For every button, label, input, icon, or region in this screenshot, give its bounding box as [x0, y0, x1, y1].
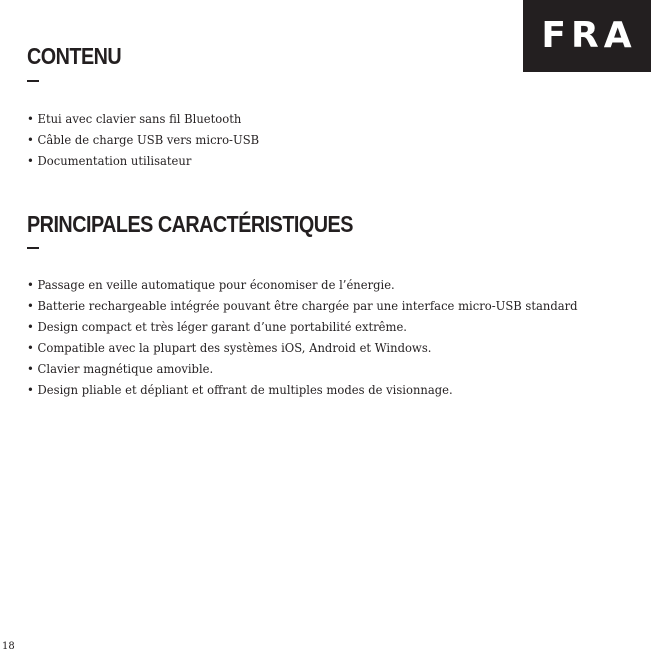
list-item: • Documentation utilisateur: [27, 150, 259, 171]
list-item: • Compatible avec la plupart des systèmes iOS, Android et Windows.: [27, 337, 578, 358]
contents-list: [27, 108, 259, 171]
language-tab: FRA: [523, 0, 651, 72]
list-item: • Câble de charge USB vers micro-USB: [27, 129, 259, 150]
features-list: [27, 274, 578, 400]
list-item: • Passage en veille automatique pour économiser de l’énergie.: [27, 274, 578, 295]
list-item: • Design compact et très léger garant d’une portabilité extrême.: [27, 316, 578, 337]
list-item: • Etui avec clavier sans fil Bluetooth: [27, 108, 259, 129]
list-item: • Design pliable et dépliant et offrant de multiples modes de visionnage.: [27, 379, 578, 400]
contents-heading: CONTENU: [27, 43, 122, 69]
features-heading-dash: [27, 247, 39, 249]
contents-heading-dash: [27, 80, 39, 82]
list-item: • Clavier magnétique amovible.: [27, 358, 578, 379]
list-item: • Batterie rechargeable intégrée pouvant être chargée par une interface micro-USB standard: [27, 295, 578, 316]
features-heading: PRINCIPALES CARACTÉRISTIQUES: [27, 211, 353, 237]
page-number: 18: [2, 641, 15, 652]
